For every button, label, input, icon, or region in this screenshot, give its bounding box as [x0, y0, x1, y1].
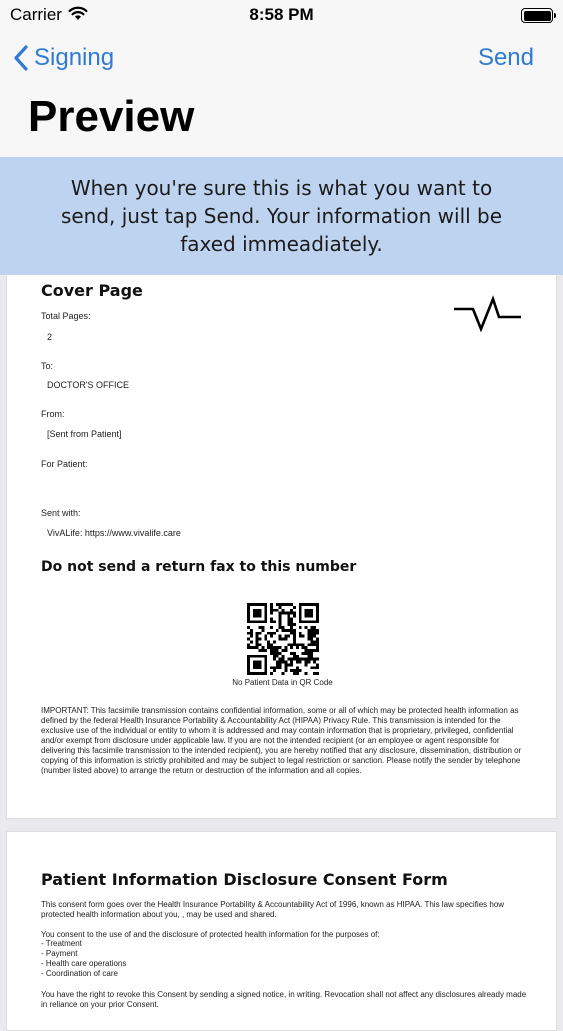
list-item: - Treatment: [41, 939, 82, 948]
send-button[interactable]: Send: [477, 44, 534, 71]
consent-purposes-intro: You consent to the use of and the disclosure of protected health information for the purposes of:: [41, 930, 380, 939]
pulse-logo-icon: [453, 295, 523, 331]
page-title: Preview: [28, 92, 195, 141]
from-value: [Sent from Patient]: [47, 429, 122, 439]
for-patient-label: For Patient:: [41, 459, 88, 469]
navigation-bar: [0, 30, 563, 157]
chevron-left-icon: [14, 45, 28, 71]
cover-page: [6, 275, 557, 819]
list-item: - Payment: [41, 949, 78, 958]
sent-with-value: VivALife: https://www.vivalife.care: [47, 528, 181, 538]
to-label: To:: [41, 361, 54, 371]
status-bar: [0, 0, 563, 30]
battery-icon: [521, 8, 553, 23]
sent-with-label: Sent with:: [41, 508, 81, 518]
info-banner-text: When you're sure this is what you want to send, just tap Send. Your information will be faxed immeadiately.: [60, 176, 503, 256]
consent-form-title: Patient Information Disclosure Consent Form: [41, 870, 448, 889]
cover-page-title: Cover Page: [41, 281, 143, 300]
consent-form-page: [6, 831, 557, 1031]
list-item: - Health care operations: [41, 959, 127, 968]
clock: 8:58 PM: [249, 5, 314, 24]
total-pages-value: 2: [47, 332, 53, 342]
to-value: DOCTOR'S OFFICE: [47, 380, 130, 390]
back-button[interactable]: [14, 40, 114, 76]
consent-purposes-list: [41, 939, 126, 979]
qr-code: [247, 603, 319, 675]
back-button-label: Signing: [34, 44, 115, 71]
qr-caption: No Patient Data in QR Code: [232, 678, 333, 687]
consent-intro: This consent form goes over the Health Insurance Portability & Accountability Act of 1996, known as HIPAA. This law specifies how protected health information about you, , may be used and shared.: [41, 900, 505, 919]
info-banner: [0, 157, 563, 275]
from-label: From:: [41, 409, 65, 419]
confidentiality-notice: IMPORTANT: This facsimile transmission contains confidential information, some or all of which may be protected health information as defined by the federal Health Insurance Portability & Accountability Act (HIPAA) Privacy Rule. This transmission is intended for the exclusive use of the individual or entity to whom it is addressed and may contain information that is proprietary, privileged, confidential and/or exempt from disclosure under applicable law. If you are not the intended recipient (or an employee or agent responsible for delivering this facsimile transmission to the intended recipient), you are hereby notified that any disclosure, dissemination, distribution or copying of this information is strictly prohibited and may be subject to legal restriction or sanction. Please notify the sender by telephone (number listed above) to arrange the return or destruction of the information and all copies.: [41, 706, 522, 775]
return-fax-heading: Do not send a return fax to this number: [41, 559, 357, 575]
carrier-label: Carrier: [10, 5, 62, 24]
consent-revoke-text: You have the right to revoke this Consent by sending a signed notice, in writing. Revocation shall not affect any disclosures already made in reliance on your prior Consent.: [41, 990, 527, 1009]
total-pages-label: Total Pages:: [41, 311, 91, 321]
list-item: - Coordination of care: [41, 969, 118, 978]
